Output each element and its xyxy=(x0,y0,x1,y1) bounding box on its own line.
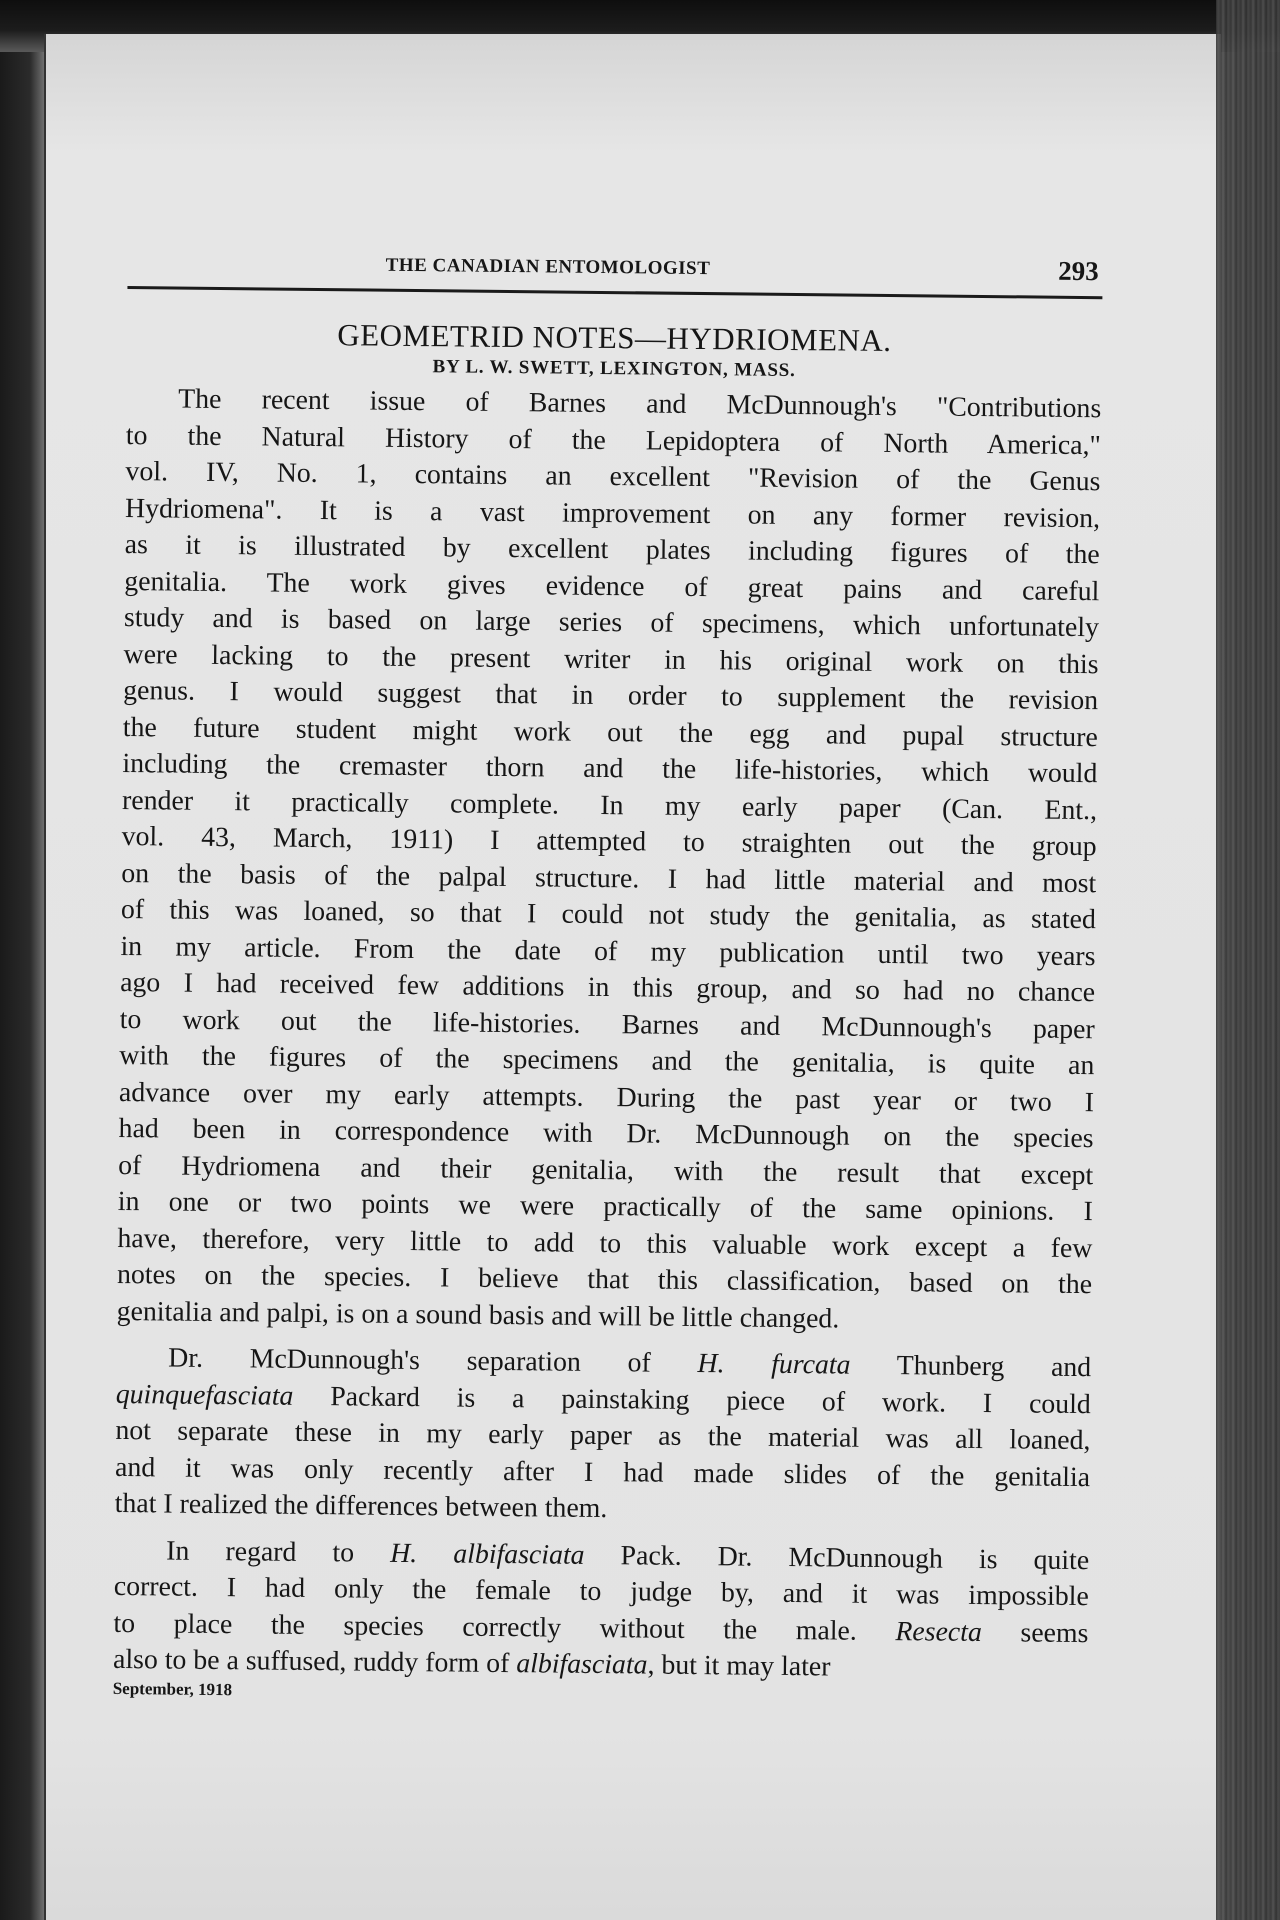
article-byline: BY L. W. SWETT, LEXINGTON, MASS. xyxy=(432,356,796,381)
text-line: the future student might work out the egg and pupal structure xyxy=(122,711,1098,753)
text-line: to work out the life-histories. Barnes and McDunnough's paper xyxy=(119,1003,1095,1045)
text-line: of Hydriomena and their genitalia, with the result that except xyxy=(118,1149,1094,1191)
paragraph-3 xyxy=(113,1532,1089,1688)
text-line: were lacking to the present writer in his original work on this xyxy=(123,638,1099,680)
text-line: vol. 43, March, 1911) I attempted to straighten out the group xyxy=(121,820,1097,863)
text-line: In regard to H. albifasciata Pack. Dr. McDunnough is quite xyxy=(166,1534,1090,1576)
text-line: that I realized the differences between them. xyxy=(114,1487,608,1525)
text-line: and it was only recently after I had made slides of the genitalia xyxy=(114,1451,1091,1493)
text-line: on the basis of the palpal structure. I had little material and most xyxy=(121,857,1097,899)
article-title: GEOMETRID NOTES—HYDRIOMENA. xyxy=(337,317,892,359)
running-header xyxy=(127,234,1103,299)
text-line: render it practically complete. In my early paper (Can. Ent., xyxy=(121,784,1098,826)
text-line: ago I had received few additions in this group, and so had no chance xyxy=(119,966,1096,1009)
text-line: genitalia and palpi, is on a sound basis and will be little changed. xyxy=(116,1295,840,1335)
text-line: also to be a suffused, ruddy form of albifasciata, but it may later xyxy=(112,1643,831,1683)
text-line: The recent issue of Barnes and McDunnough's "Contributions xyxy=(178,383,1102,425)
paragraph-2 xyxy=(115,1340,1092,1533)
book-spine-edge xyxy=(1216,0,1280,1920)
text-line: had been in correspondence with Dr. McDunnough on the species xyxy=(118,1112,1094,1155)
journal-title: THE CANADIAN ENTOMOLOGIST xyxy=(385,254,711,280)
page-content xyxy=(113,234,1103,1709)
text-line: study and is based on large series of specimens, which unfortunately xyxy=(123,601,1100,644)
book-page xyxy=(44,34,1221,1920)
text-line: in one or two points we were practically of the same opinions. I xyxy=(117,1185,1093,1228)
text-line: genitalia. The work gives evidence of great pains and careful xyxy=(124,565,1100,607)
text-line: Dr. McDunnough's separation of H. furcata Thunberg and xyxy=(168,1342,1092,1384)
text-line: of this was loaned, so that I could not study the genitalia, as stated xyxy=(120,893,1097,936)
text-line: correct. I had only the female to judge by, and it was impossible xyxy=(113,1570,1089,1613)
text-line: including the cremaster thorn and the life-histories, which would xyxy=(122,747,1098,790)
text-line: as it is illustrated by excellent plates including figures of the xyxy=(124,528,1100,571)
text-line: not separate these in my early paper as the material was all loaned, xyxy=(115,1414,1091,1457)
text-line: to the Natural History of the Lepidoptera of North America," xyxy=(125,419,1102,461)
text-line: advance over my early attempts. During the past year or two I xyxy=(118,1076,1095,1118)
text-line: Hydriomena". It is a vast improvement on any former revision, xyxy=(124,492,1101,534)
text-line: vol. IV, No. 1, contains an excellent "Revision of the Genus xyxy=(125,455,1101,498)
page-number: 293 xyxy=(1058,255,1099,287)
text-line: notes on the species. I believe that this classification, based on the xyxy=(116,1258,1093,1301)
text-line: with the figures of the specimens and the genitalia, is quite an xyxy=(119,1039,1095,1082)
text-line: quinquefasciata Packard is a painstaking piece of work. I could xyxy=(115,1378,1091,1420)
issue-date: September, 1918 xyxy=(112,1678,233,1699)
text-line: have, therefore, very little to add to this valuable work except a few xyxy=(117,1222,1093,1264)
paragraph-1 xyxy=(117,381,1102,1340)
text-line: genus. I would suggest that in order to supplement the revision xyxy=(123,674,1099,717)
text-line: to place the species correctly without the male. Resecta seems xyxy=(113,1607,1089,1649)
text-line: in my article. From the date of my publication until two years xyxy=(120,930,1096,972)
